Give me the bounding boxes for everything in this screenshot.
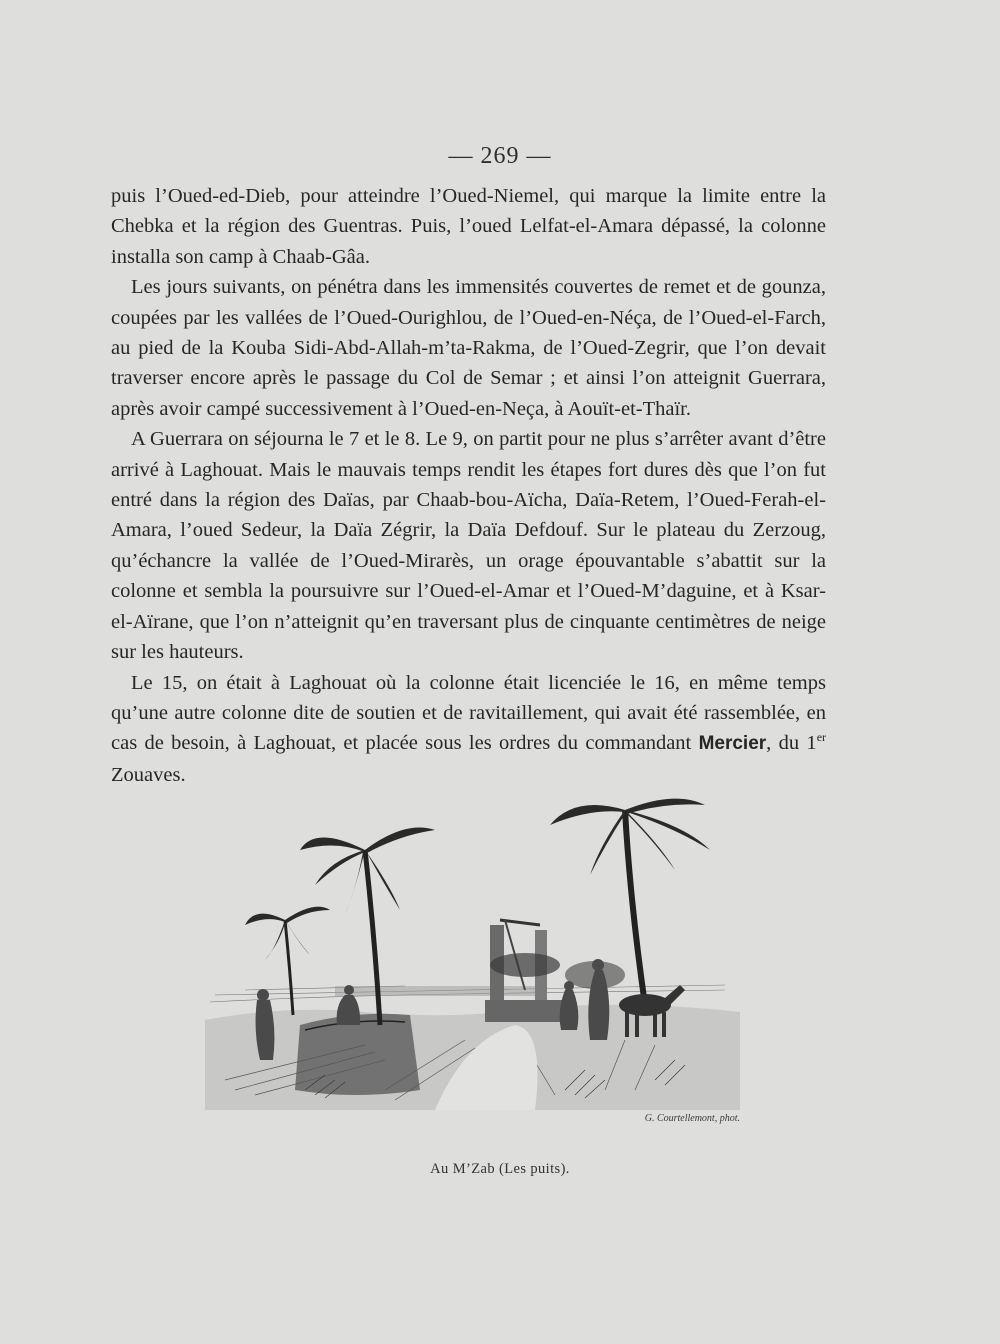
paragraph-4-end: Zouaves. xyxy=(111,763,186,786)
page-number: — 269 — xyxy=(448,143,552,169)
figure-caption: Au M’Zab (Les puits). xyxy=(430,1161,570,1177)
paragraph-4-middle: , du 1 xyxy=(766,732,817,755)
paragraph-4-text: Le 15, on était à Laghouat où la colonne était licenciée le 16, en même temps qu’une autre colonne dite de soutien et de ravitaillement, qui avait été rassemblée, en cas de besoin, à Laghouat, et placée sous les ordres du commandant xyxy=(111,671,826,755)
body-text xyxy=(111,181,826,790)
paragraph-2: Les jours suivants, on pénétra dans les immensités couvertes de remet et de gounza, coupées par les vallées de l’Oued-Ourighlou, de l’Oued-en-Néça, de l’Oued-el-Farch, au pied de la Kouba Sidi-Abd-Allah-m’ta-Rakma, de l’Oued-Zegrir, que l’on devait traverser encore après le passage du Col de Semar ; et ainsi l’on atteignit Guerrara, après avoir campé successivement à l’Oued-en-Neça, à Aouït-et-Thaïr. xyxy=(111,276,826,420)
well-palm-scene xyxy=(205,790,740,1110)
paragraph-4 xyxy=(111,668,826,791)
paragraph-3: A Guerrara on séjourna le 7 et le 8. Le 9, on partit pour ne plus s’arrêter avant d’être arrivé à Laghouat. Mais le mauvais temps rendit les étapes fort dures dès que l’on fut entré dans la région des Daïas, par Chaab-bou-Aïcha, Daïa-Retem, l’Oued-Ferah-el-Amara, l’oued Sedeur, la Daïa Zégrir, la Daïa Defdouf. Sur le plateau du Zerzoug, qu’échancre la vallée de l’Oued-Mirarès, un orage épouvantable s’abattit sur la colonne et sembla la poursuivre sur l’Oued-el-Amar et l’Oued-M’daguine, et à Ksar-el-Aïrane, que l’on n’atteignit qu’en traversant plus de cinquante centimètres de neige sur les hauteurs. xyxy=(111,428,826,664)
commander-name: Mercier xyxy=(698,733,767,755)
ordinal-superscript: er xyxy=(816,730,827,745)
photo-credit: G. Courtellemont, phot. xyxy=(644,1113,740,1124)
paragraph-1: puis l’Oued-ed-Dieb, pour atteindre l’Oued-Niemel, qui marque la limite entre la Chebka et la région des Guentras. Puis, l’oued Lelfat-el-Amara dépassé, la colonne installa son camp à Chaab-Gâa. xyxy=(111,185,826,268)
engraving-illustration xyxy=(205,790,740,1110)
